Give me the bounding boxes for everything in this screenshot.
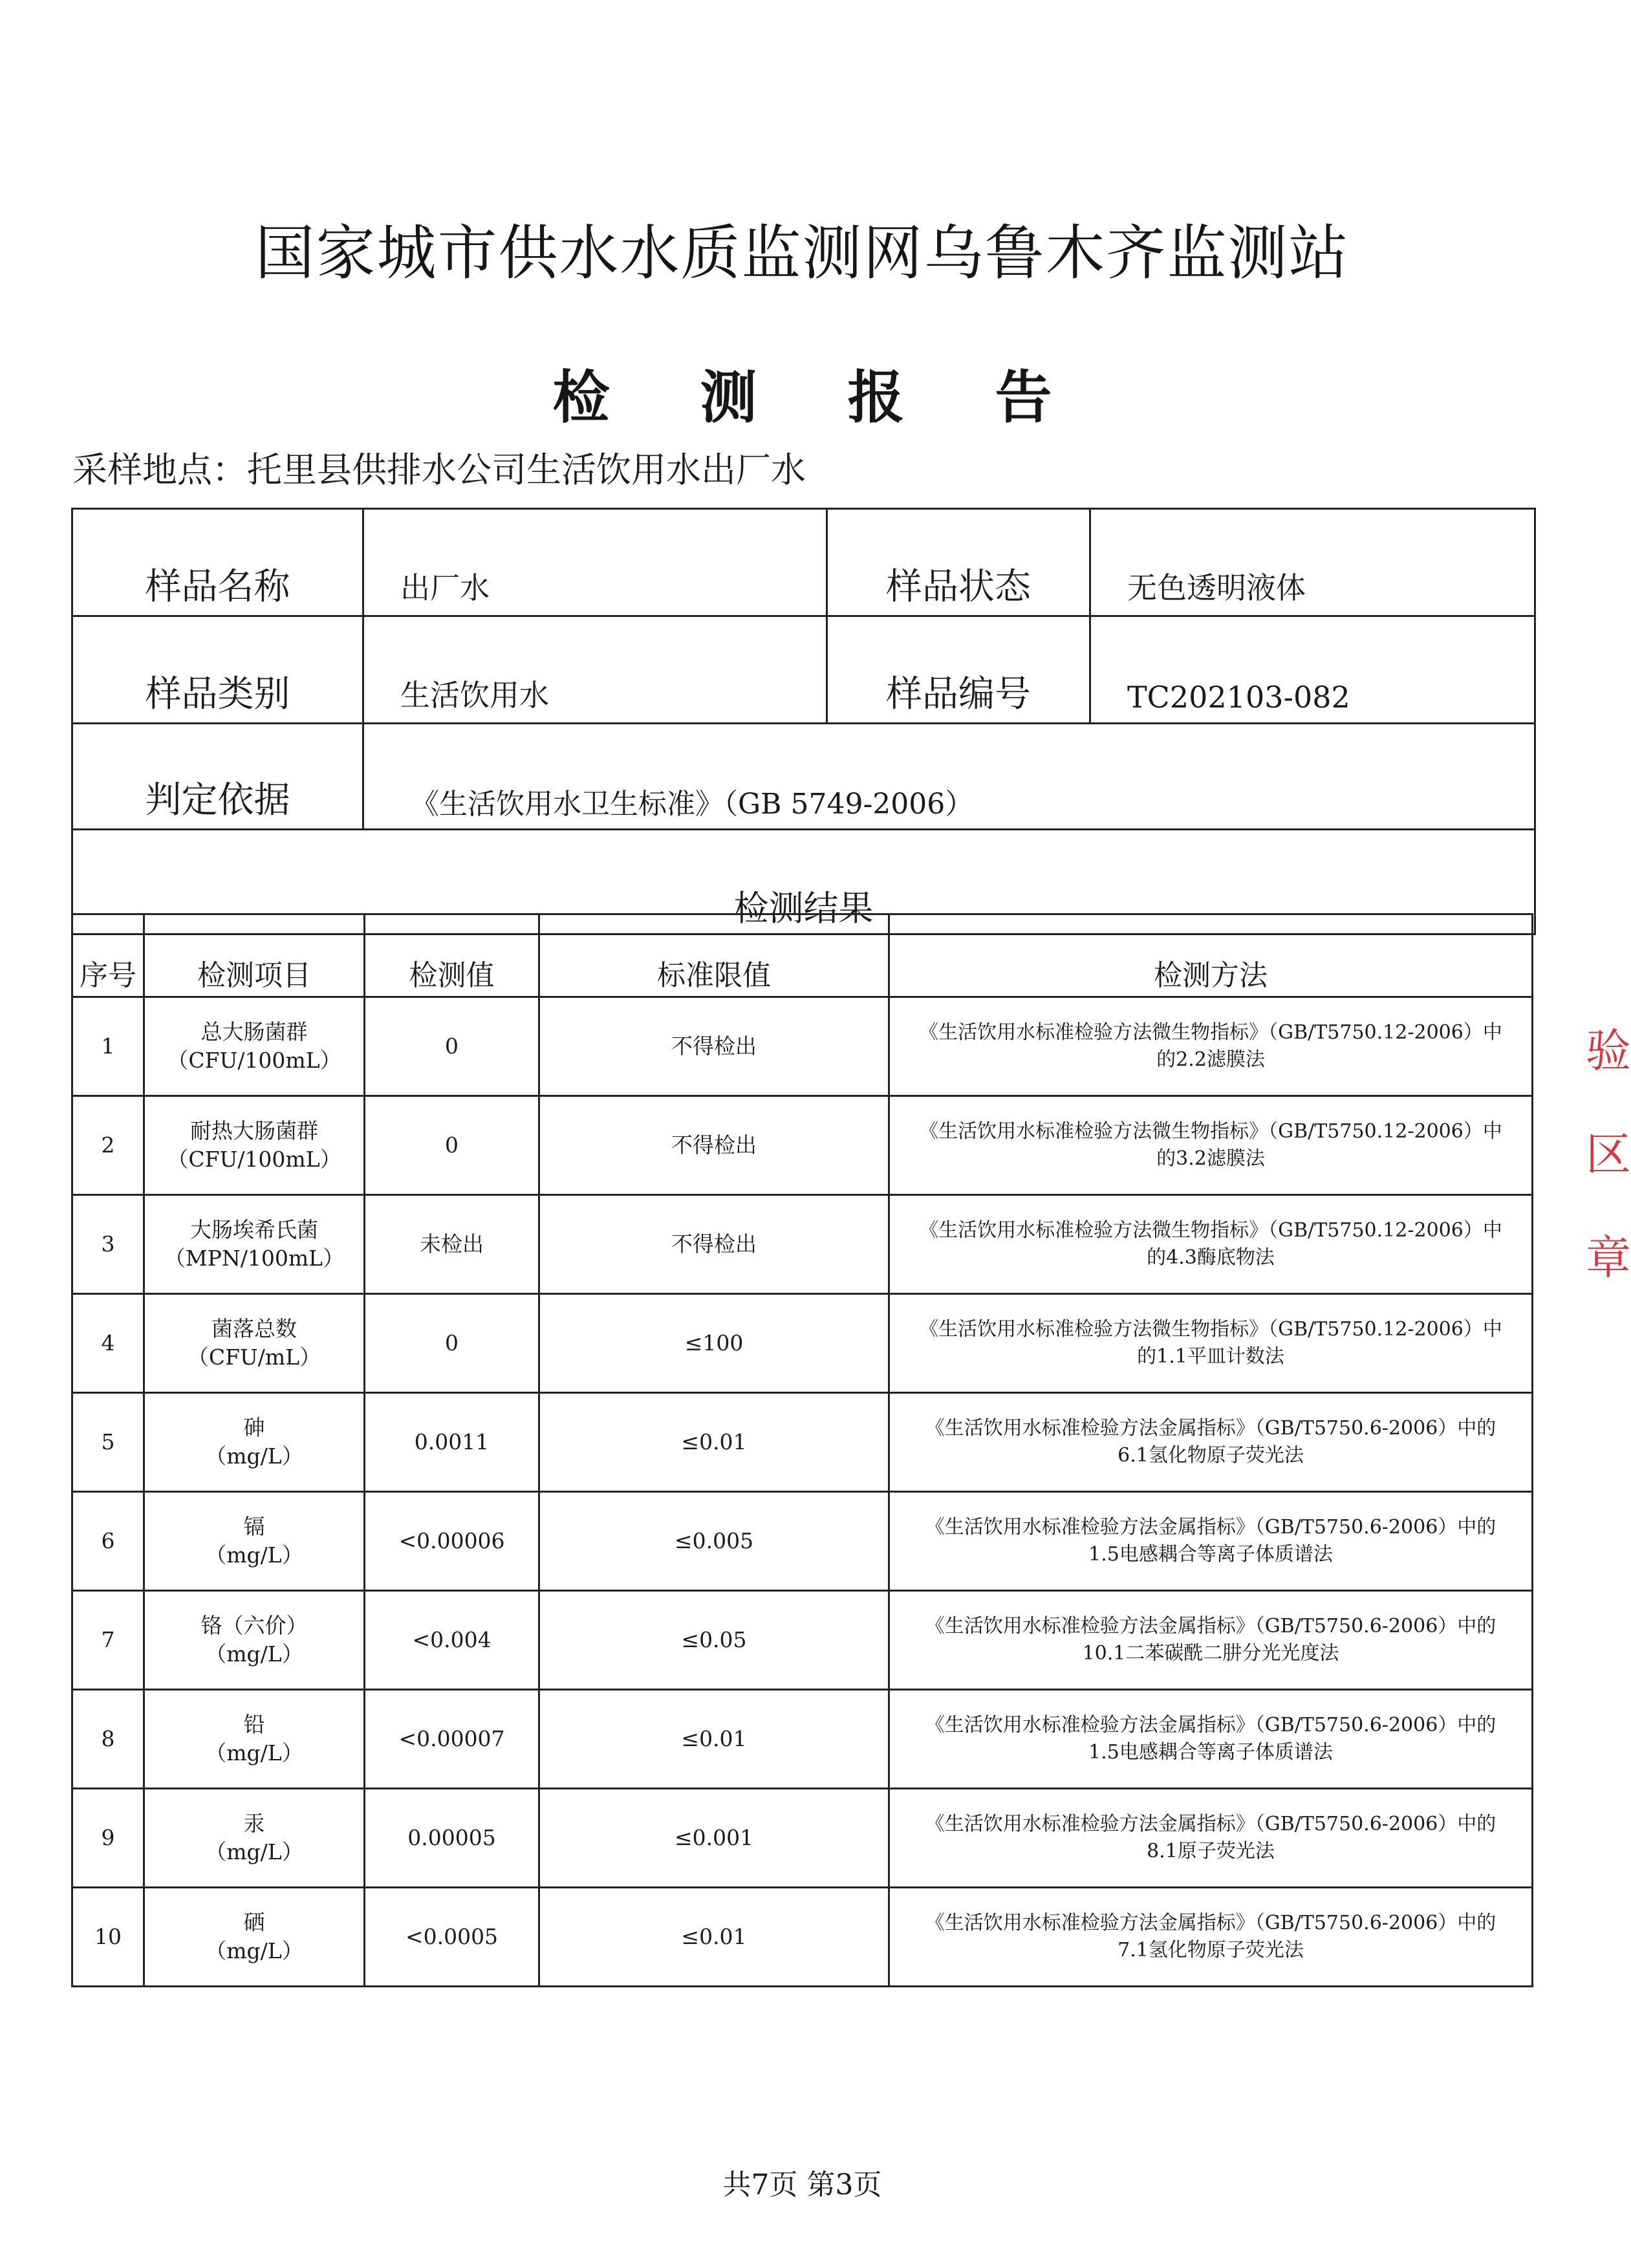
- row-value: <0.004: [365, 1591, 539, 1690]
- method-line-1: 《生活饮用水标准检验方法微生物指标》（GB/T5750.12-2006）中: [919, 1219, 1502, 1242]
- row-index: 4: [72, 1294, 144, 1393]
- table-row: [72, 1294, 1533, 1393]
- row-method: [889, 1888, 1533, 1987]
- method-line-2: 7.1氢化物原子荧光法: [1118, 1939, 1304, 1961]
- table-row: [72, 1591, 1533, 1690]
- row-method: [889, 1492, 1533, 1591]
- sample-info-row: [72, 724, 1535, 830]
- item-unit: （mg/L）: [205, 1938, 303, 1963]
- row-value: 0: [365, 1096, 539, 1195]
- item-unit: （CFU/100mL）: [167, 1147, 341, 1172]
- method-line-2: 8.1原子荧光法: [1147, 1840, 1275, 1863]
- item-name: 砷: [243, 1415, 265, 1440]
- row-item: [144, 1294, 365, 1393]
- table-row: [72, 997, 1533, 1096]
- sample-info-row: [72, 509, 1535, 616]
- row-item: [144, 1096, 365, 1195]
- method-line-1: 《生活饮用水标准检验方法金属指标》（GB/T5750.6-2006）中的: [925, 1912, 1496, 1934]
- row-limit: ≤0.01: [539, 1888, 889, 1987]
- row-limit: ≤0.01: [539, 1690, 889, 1789]
- row-item: [144, 1888, 365, 1987]
- sample-number-value: TC202103-082: [1090, 616, 1535, 724]
- sampling-location: 采样地点：托里县供排水公司生活饮用水出厂水: [72, 449, 806, 490]
- method-line-1: 《生活饮用水标准检验方法微生物指标》（GB/T5750.12-2006）中: [919, 1120, 1502, 1143]
- item-name: 铅: [243, 1712, 265, 1737]
- row-limit: ≤100: [539, 1294, 889, 1393]
- item-name: 总大肠菌群: [200, 1019, 308, 1044]
- table-row: [72, 1096, 1533, 1195]
- method-line-2: 的2.2滤膜法: [1156, 1048, 1265, 1071]
- item-name: 耐热大肠菌群: [190, 1118, 318, 1143]
- method-line-2: 1.5电感耦合等离子体质谱法: [1088, 1741, 1333, 1764]
- method-line-1: 《生活饮用水标准检验方法微生物指标》（GB/T5750.12-2006）中: [919, 1021, 1502, 1044]
- row-method: [889, 1690, 1533, 1789]
- results-table: [71, 913, 1533, 1987]
- organization-title: 国家城市供水水质监测网乌鲁木齐监测站: [255, 219, 1350, 288]
- table-row: [72, 1888, 1533, 1987]
- report-title: 检测报告: [552, 364, 1143, 431]
- method-line-2: 的4.3酶底物法: [1147, 1246, 1275, 1269]
- sample-state-label: 样品状态: [827, 509, 1090, 616]
- row-method: [889, 997, 1533, 1096]
- item-unit: （CFU/100mL）: [167, 1048, 341, 1073]
- table-row: [72, 1492, 1533, 1591]
- row-value: 未检出: [365, 1195, 539, 1294]
- sample-number-label: 样品编号: [827, 616, 1090, 724]
- sample-state-value: 无色透明液体: [1090, 509, 1535, 616]
- method-line-2: 的1.1平皿计数法: [1137, 1345, 1284, 1368]
- row-limit: 不得检出: [539, 1195, 889, 1294]
- row-index: 2: [72, 1096, 144, 1195]
- item-name: 铬（六价）: [200, 1613, 308, 1638]
- row-index: 1: [72, 997, 144, 1096]
- row-value: 0.0011: [365, 1393, 539, 1492]
- table-row: [72, 1690, 1533, 1789]
- item-unit: （CFU/mL）: [187, 1345, 321, 1370]
- row-item: [144, 1492, 365, 1591]
- row-method: [889, 1294, 1533, 1393]
- row-value: <0.0005: [365, 1888, 539, 1987]
- row-index: 3: [72, 1195, 144, 1294]
- sample-name-value: 出厂水: [363, 509, 827, 616]
- row-value: 0: [365, 997, 539, 1096]
- row-method: [889, 1195, 1533, 1294]
- header-item: 检测项目: [144, 914, 365, 997]
- item-unit: （mg/L）: [205, 1443, 303, 1469]
- row-limit: ≤0.001: [539, 1789, 889, 1888]
- header-limit: 标准限值: [539, 914, 889, 997]
- results-heading: 检测结果: [72, 830, 1535, 934]
- row-value: <0.00006: [365, 1492, 539, 1591]
- sample-category-label: 样品类别: [72, 616, 363, 724]
- header-index: 序号: [72, 914, 144, 997]
- row-method: [889, 1591, 1533, 1690]
- item-unit: （mg/L）: [205, 1740, 303, 1766]
- page-footer: 共7页 第3页: [722, 2168, 882, 2201]
- row-limit: ≤0.05: [539, 1591, 889, 1690]
- method-line-1: 《生活饮用水标准检验方法金属指标》（GB/T5750.6-2006）中的: [925, 1714, 1496, 1736]
- row-index: 6: [72, 1492, 144, 1591]
- method-line-1: 《生活饮用水标准检验方法金属指标》（GB/T5750.6-2006）中的: [925, 1813, 1496, 1835]
- item-unit: （MPN/100mL）: [164, 1246, 345, 1271]
- row-method: [889, 1096, 1533, 1195]
- method-line-1: 《生活饮用水标准检验方法金属指标》（GB/T5750.6-2006）中的: [925, 1417, 1496, 1440]
- row-value: 0.00005: [365, 1789, 539, 1888]
- results-body: [72, 997, 1533, 1987]
- table-row: [72, 1195, 1533, 1294]
- item-name: 菌落总数: [211, 1316, 297, 1341]
- item-name: 大肠埃希氏菌: [190, 1217, 318, 1242]
- row-value: <0.00007: [365, 1690, 539, 1789]
- method-line-1: 《生活饮用水标准检验方法金属指标》（GB/T5750.6-2006）中的: [925, 1516, 1496, 1539]
- method-line-1: 《生活饮用水标准检验方法微生物指标》（GB/T5750.12-2006）中: [919, 1318, 1502, 1341]
- method-line-2: 1.5电感耦合等离子体质谱法: [1088, 1543, 1333, 1566]
- item-name: 镉: [243, 1514, 265, 1539]
- item-unit: （mg/L）: [205, 1542, 303, 1568]
- item-unit: （mg/L）: [205, 1839, 303, 1864]
- item-unit: （mg/L）: [205, 1641, 303, 1667]
- row-value: 0: [365, 1294, 539, 1393]
- method-line-1: 《生活饮用水标准检验方法金属指标》（GB/T5750.6-2006）中的: [925, 1615, 1496, 1637]
- row-index: 7: [72, 1591, 144, 1690]
- sample-name-label: 样品名称: [72, 509, 363, 616]
- row-item: [144, 1789, 365, 1888]
- row-index: 8: [72, 1690, 144, 1789]
- red-seal-fragment: 验 区 章: [1586, 1024, 1631, 1284]
- table-row: [72, 1393, 1533, 1492]
- item-name: 汞: [243, 1811, 265, 1836]
- sample-info-table: [71, 508, 1536, 935]
- row-index: 5: [72, 1393, 144, 1492]
- table-row: [72, 1789, 1533, 1888]
- row-index: 10: [72, 1888, 144, 1987]
- method-line-2: 的3.2滤膜法: [1156, 1147, 1265, 1170]
- results-header-row: [72, 914, 1533, 997]
- header-value: 检测值: [365, 914, 539, 997]
- judgment-basis-value: 《生活饮用水卫生标准》（GB 5749-2006）: [363, 724, 1535, 830]
- row-limit: ≤0.01: [539, 1393, 889, 1492]
- judgment-basis-label: 判定依据: [72, 724, 363, 830]
- row-item: [144, 1195, 365, 1294]
- row-item: [144, 1393, 365, 1492]
- row-method: [889, 1393, 1533, 1492]
- method-line-2: 10.1二苯碳酰二肼分光光度法: [1082, 1642, 1339, 1665]
- row-method: [889, 1789, 1533, 1888]
- row-item: [144, 1591, 365, 1690]
- sample-info-row: [72, 616, 1535, 724]
- sample-category-value: 生活饮用水: [363, 616, 827, 724]
- item-name: 硒: [243, 1910, 265, 1935]
- row-item: [144, 1690, 365, 1789]
- row-item: [144, 997, 365, 1096]
- header-method: 检测方法: [889, 914, 1533, 997]
- row-limit: 不得检出: [539, 1096, 889, 1195]
- row-limit: 不得检出: [539, 997, 889, 1096]
- row-index: 9: [72, 1789, 144, 1888]
- row-limit: ≤0.005: [539, 1492, 889, 1591]
- method-line-2: 6.1氢化物原子荧光法: [1118, 1444, 1304, 1467]
